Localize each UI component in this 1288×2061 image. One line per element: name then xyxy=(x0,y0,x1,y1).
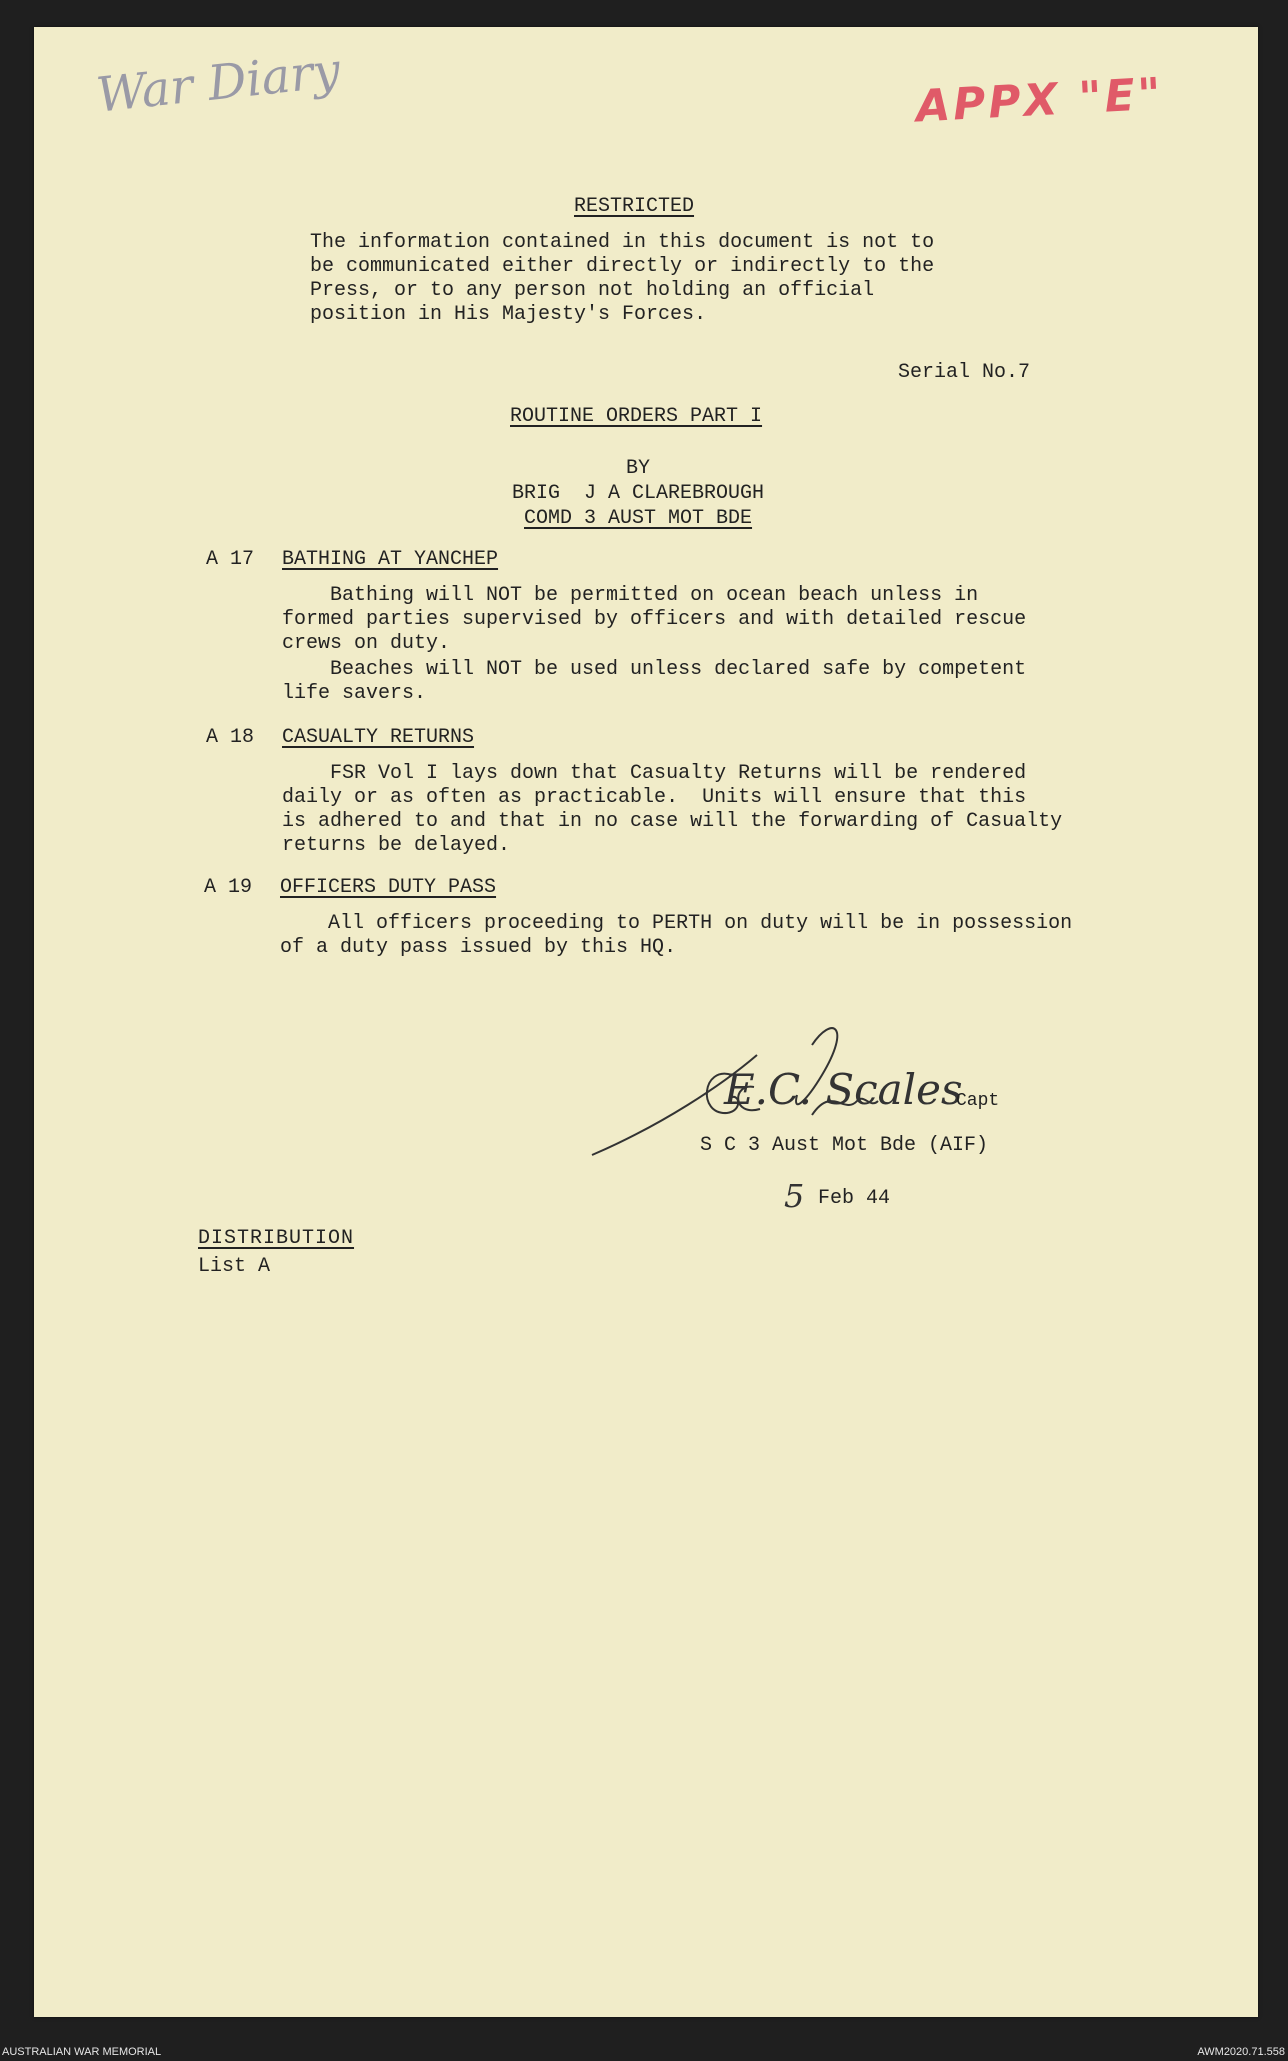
order-line: crews on duty. xyxy=(282,632,451,655)
order-line: of a duty pass issued by this HQ. xyxy=(280,936,677,959)
archive-credit: AUSTRALIAN WAR MEMORIAL xyxy=(2,2046,162,2058)
order-line: returns be delayed. xyxy=(282,834,511,857)
distribution-list: List A xyxy=(198,1255,271,1278)
order-line: FSR Vol I lays down that Casualty Returns will be rendered xyxy=(282,762,1027,785)
order-line: life savers. xyxy=(282,682,427,705)
order-line: is adhered to and that in no case will the forwarding of Casualty xyxy=(282,810,1063,833)
notice-line: be communicated either directly or indirectly to the xyxy=(310,255,935,278)
signatory-appointment: S C 3 Aust Mot Bde (AIF) xyxy=(700,1134,989,1157)
order-number: A 18 xyxy=(206,726,255,749)
issuer-appointment: COMD 3 AUST MOT BDE xyxy=(524,507,753,530)
classification-heading: RESTRICTED xyxy=(574,195,695,218)
order-line: Bathing will NOT be permitted on ocean beach unless in xyxy=(282,584,979,607)
order-line: formed parties supervised by officers and with detailed rescue xyxy=(282,608,1027,631)
signatory-rank: Capt xyxy=(956,1091,1000,1111)
signature-name: E.C. Scales xyxy=(724,1065,963,1114)
document-page xyxy=(34,27,1258,2017)
date-month-year: Feb 44 xyxy=(818,1187,891,1210)
order-heading: BATHING AT YANCHEP xyxy=(282,548,499,571)
title-by: BY xyxy=(626,457,651,480)
notice-line: position in His Majesty's Forces. xyxy=(310,303,707,326)
order-line: daily or as often as practicable. Units will ensure that this xyxy=(282,786,1027,809)
order-number: A 17 xyxy=(206,548,255,571)
order-heading: OFFICERS DUTY PASS xyxy=(280,876,497,899)
order-number: A 19 xyxy=(204,876,253,899)
archive-reference: AWM2020.71.558 xyxy=(1197,2046,1285,2058)
notice-line: The information contained in this document is not to xyxy=(310,231,935,254)
war-diary-annotation: War Diary xyxy=(93,42,343,124)
serial-number: Serial No.7 xyxy=(898,361,1031,384)
order-heading: CASUALTY RETURNS xyxy=(282,726,475,749)
date-day: 5 xyxy=(784,1177,805,1215)
issuer-name: BRIG J A CLAREBROUGH xyxy=(512,482,765,505)
distribution-heading: DISTRIBUTION xyxy=(198,1227,355,1250)
appendix-stamp: APPX "E" xyxy=(914,68,1165,133)
document-title: ROUTINE ORDERS PART I xyxy=(510,405,763,428)
order-line: All officers proceeding to PERTH on duty will be in possession xyxy=(280,912,1073,935)
notice-line: Press, or to any person not holding an official xyxy=(310,279,875,302)
order-line: Beaches will NOT be used unless declared safe by competent xyxy=(282,658,1027,681)
